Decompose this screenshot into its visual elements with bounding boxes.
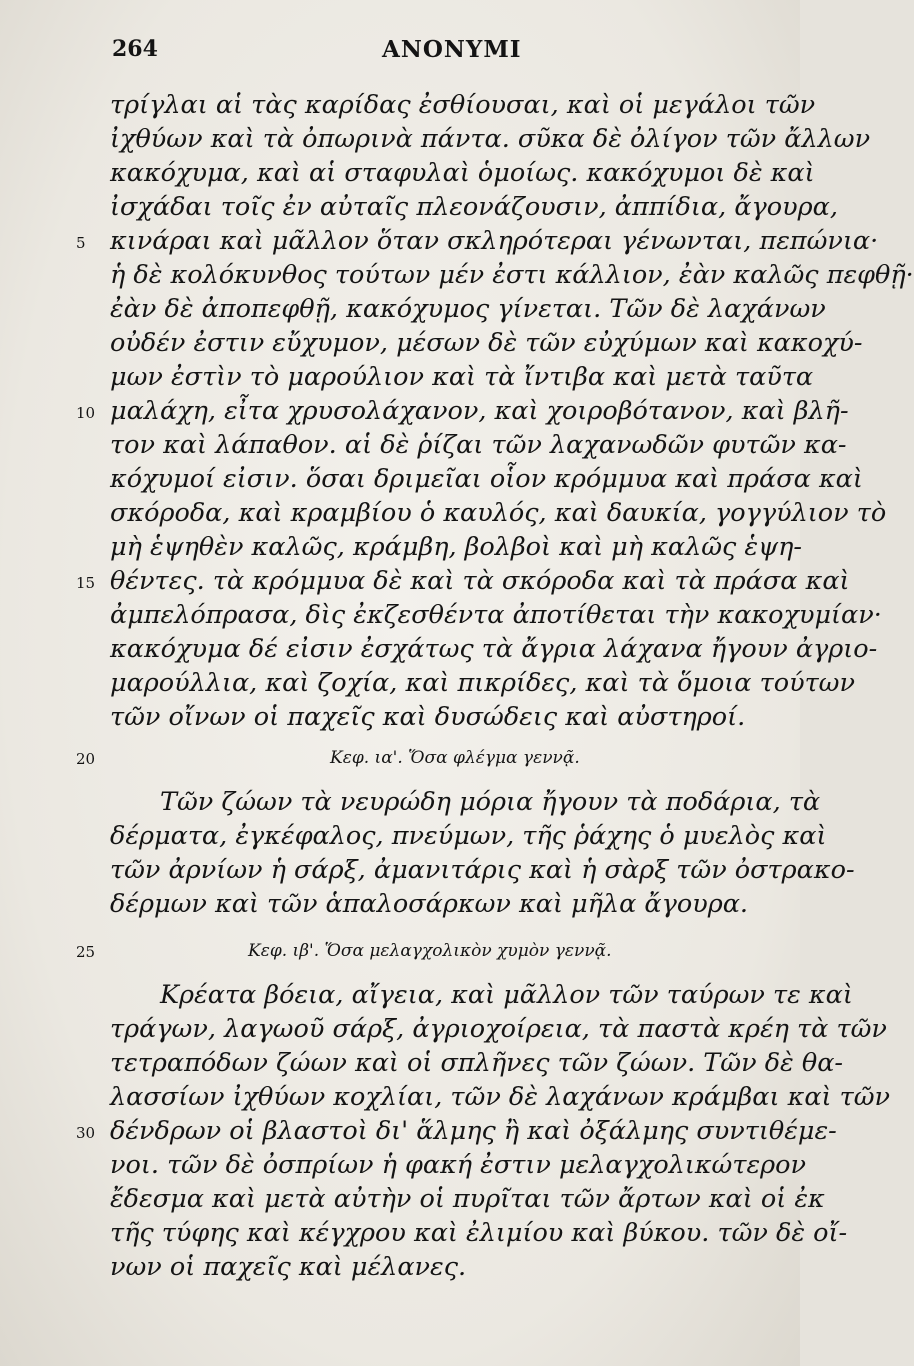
text-line: τῶν οἴνων οἱ παχεῖς καὶ δυσώδεις καὶ αὐστηροί. (110, 702, 746, 732)
text-line: κακόχυμα, καὶ αἱ σταφυλαὶ ὁμοίως. κακόχυμοι δὲ καὶ (110, 158, 815, 188)
chapter-heading: Κεφ. ιβ'. Ὅσα μελαγχολικὸν χυμὸν γεννᾷ. (248, 941, 612, 961)
text-line: κακόχυμα δέ εἰσιν ἐσχάτως τὰ ἄγρια λάχανα ἤγουν ἀγριο- (110, 634, 878, 664)
text-line: θέντες. τὰ κρόμμυα δὲ καὶ τὰ σκόροδα καὶ τὰ πράσα καὶ (110, 566, 850, 596)
text-line: τῆς τύφης καὶ κέγχρου καὶ ἐλιμίου καὶ βύκου. τῶν δὲ οἴ- (110, 1218, 848, 1248)
text-line: τῶν ἀρνίων ἡ σάρξ, ἀμανιτάρις καὶ ἡ σὰρξ τῶν ὀστρακο- (110, 855, 855, 885)
text-line: ἰχθύων καὶ τὰ ὀπωρινὰ πάντα. σῦκα δὲ ὀλίγον τῶν ἄλλων (110, 124, 871, 154)
text-line: μὴ ἑψηθὲν καλῶς, κράμβη, βολβοὶ καὶ μὴ καλῶς ἑψη- (110, 532, 802, 562)
text-line: λασσίων ἰχθύων κοχλίαι, τῶν δὲ λαχάνων κράμβαι καὶ τῶν (110, 1082, 891, 1112)
text-line: Κρέατα βόεια, αἴγεια, καὶ μᾶλλον τῶν ταύρων τε καὶ (160, 980, 853, 1010)
text-line: δέρμων καὶ τῶν ἁπαλοσάρκων καὶ μῆλα ἄγουρα. (110, 889, 749, 919)
page-number: 264 (112, 36, 158, 62)
text-line: τράγων, λαγωοῦ σάρξ, ἀγριοχοίρεια, τὰ παστὰ κρέη τὰ τῶν (110, 1014, 887, 1044)
text-line: σκόροδα, καὶ κραμβίου ὁ καυλός, καὶ δαυκία, γογγύλιον τὸ (110, 498, 887, 528)
text-line: ἰσχάδαι τοῖς ἐν αὐταῖς πλεονάζουσιν, ἀππίδια, ἄγουρα, (110, 192, 838, 222)
text-line: μαλάχη, εἶτα χρυσολάχανον, καὶ χοιροβότανον, καὶ βλῆ- (110, 396, 849, 426)
line-number: 15 (76, 574, 96, 592)
text-line: ἀμπελόπρασα, δὶς ἐκζεσθέντα ἀποτίθεται τὴν κακοχυμίαν· (110, 600, 882, 630)
text-line: δέρματα, ἐγκέφαλος, πνεύμων, τῆς ῥάχης ὁ μυελὸς καὶ (110, 821, 827, 851)
text-line: κόχυμοί εἰσιν. ὅσαι δριμεῖαι οἷον κρόμμυα καὶ πράσα καὶ (110, 464, 863, 494)
text-line: μαρούλλια, καὶ ζοχία, καὶ πικρίδες, καὶ τὰ ὅμοια τούτων (110, 668, 855, 698)
line-number: 5 (76, 234, 86, 252)
text-line: νων οἱ παχεῖς καὶ μέλανες. (110, 1252, 467, 1282)
page-header (112, 36, 762, 70)
text-line: ἔδεσμα καὶ μετὰ αὐτὴν οἱ πυρῖται τῶν ἄρτων καὶ οἱ ἐκ (110, 1184, 825, 1214)
text-line: ἐὰν δὲ ἀποπεφθῇ, κακόχυμος γίνεται. Τῶν δὲ λαχάνων (110, 294, 826, 324)
chapter-heading: Κεφ. ια'. Ὅσα φλέγμα γεννᾷ. (330, 748, 580, 768)
running-head: ANONYMI (382, 36, 522, 63)
text-line: τετραπόδων ζώων καὶ οἱ σπλῆνες τῶν ζώων. Τῶν δὲ θα- (110, 1048, 844, 1078)
text-line: κινάραι καὶ μᾶλλον ὅταν σκληρότεραι γένωνται, πεπώνια· (110, 226, 879, 256)
text-line: μων ἐστὶν τὸ μαρούλιον καὶ τὰ ἴντιβα καὶ μετὰ ταῦτα (110, 362, 814, 392)
text-line: τον καὶ λάπαθον. αἱ δὲ ῥίζαι τῶν λαχανωδῶν φυτῶν κα- (110, 430, 847, 460)
line-number: 30 (76, 1124, 96, 1142)
text-line: οὐδέν ἐστιν εὔχυμον, μέσων δὲ τῶν εὐχύμων καὶ κακοχύ- (110, 328, 863, 358)
line-number: 10 (76, 404, 96, 422)
text-line: νοι. τῶν δὲ ὀσπρίων ἡ φακή ἐστιν μελαγχολικώτερον (110, 1150, 806, 1180)
line-number: 25 (76, 943, 96, 961)
text-line: δένδρων οἱ βλαστοὶ δι' ἅλμης ἢ καὶ ὀξάλμης συντιθέμε- (110, 1116, 837, 1146)
text-line: Τῶν ζώων τὰ νευρώδη μόρια ἤγουν τὰ ποδάρια, τὰ (160, 787, 821, 817)
text-line: τρίγλαι αἱ τὰς καρίδας ἐσθίουσαι, καὶ οἱ μεγάλοι τῶν (110, 90, 816, 120)
line-number: 20 (76, 750, 96, 768)
text-line: ἡ δὲ κολόκυνθος τούτων μέν ἐστι κάλλιον, ἐὰν καλῶς πεφθῇ· (110, 260, 914, 290)
